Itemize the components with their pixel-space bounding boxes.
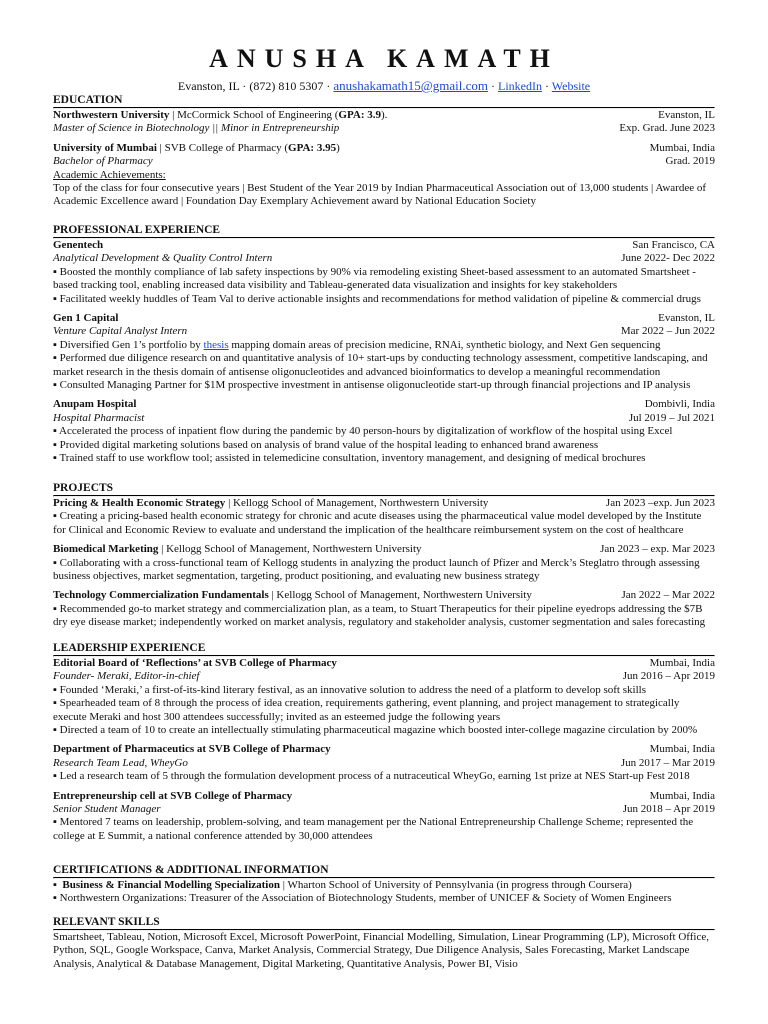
experience-section: PROFESSIONAL EXPERIENCE Genentech San Francisco, CA Analytical Development & Quality Control Intern June 2022- Dec 2022 ▪ Boosted the monthly compliance of lab safety inspections by 90% via remodeling existing Sheet-based assessment to an automated Smartsheet - based tracking tool, enabling increased data visibility and Tableau-generated data visualization and insights for key stakeholders ▪ Facilitated weekly huddles of Team Val to derive actionable insights and recommendations for method validation of pipeline & commercial drugs Gen 1 Capital Evanston, IL Venture Capital Analyst Intern Mar 2022 – Jun 2022 ▪ Diversified Gen 1’s portfolio by thesis mapping domain areas of precision medicine, RNAi, synthetic biology, and Next Gen sequencing ▪ Performed due diligence research on and quantitative analysis of 10+ start-ups by conducting technology assessment, competitive landscaping, and market research in the thesis domain of antisense oligonucleotides and advanced bioinformatics to develop a meaningful recommendation ▪ Consulted Managing Partner for $1M prospective investment in antisense oligonucleotide start-up through financial projections and IP analysis Anupam Hospital Dombivli, India Hospital Pharmacist Jul 2019 – Jul 2021 ▪ Accelerated the process of inpatient flow during the pandemic by 40 person-hours by digitalization of workflow of the hospital using Excel ▪ Provided digital marketing solutions based on analysis of brand value of the hospital leading to enhanced brand awareness ▪ Trained staff to use workflow tool; assisted in telemedicine consultation, inventory management, and designing of medical brochures <box>53 224 715 465</box>
projects-section: PROJECTS Pricing & Health Economic Strategy | Kellogg School of Management, Northwestern University Jan 2023 –exp. Jun 2023 ▪ Creating a pricing-based health economic strategy for chronic and acute diseases using the pharmaceutical value model developed by the Institute for Clinical and Economic Review to evaluate and understand the implication of the healthcare reimbursement system on the cost of healthcare Biomedical Marketing | Kellogg School of Management, Northwestern University Jan 2023 – exp. Mar 2023 ▪ Collaborating with a cross-functional team of Kellogg students in analyzing the product launch of Pfizer and Merck’s Steglatro through assessing business objectives, market segmentation, targeting, product positioning, and evaluating new business strategy Technology Commercialization Fundamentals | Kellogg School of Management, Northwestern University Jan 2022 – Mar 2022 ▪ Recommended go-to market strategy and commercialization plan, as a team, to Stuart Therapeutics for their pipeline eyedrops addressing the $7B dry eye disease market; independently worked on market analysis, regulatory and stakeholder analysis, customer segmentation and sales forecasting <box>53 482 715 629</box>
education-section: EDUCATION Northwestern University | McCormick School of Engineering (GPA: 3.9). Evanston, IL Master of Science in Biotechnology || Minor in Entrepreneurship Exp. Grad. June 2023 University of Mumbai | SVB College of Pharmacy (GPA: 3.95) Mumbai, India Bachelor of Pharmacy Grad. 2019 Academic Achievements: Top of the class for four consecutive years | Best Student of the Year 2019 by Indian Pharmaceutical Association out of 13,000 students | Awardee of Academic Excellence award | Foundation Day Exemplary Achievement award by National Education Society <box>53 94 715 208</box>
section-heading: PROFESSIONAL EXPERIENCE <box>53 224 221 236</box>
section-heading: LEADERSHIP EXPERIENCE <box>53 642 206 654</box>
candidate-name: ANUSHA KAMATH <box>209 44 559 73</box>
section-heading: EDUCATION <box>53 94 123 106</box>
section-heading: PROJECTS <box>53 482 114 494</box>
achievements-text: Top of the class for four consecutive years | Best Student of the Year 2019 by Indian Pharmaceutical Association out of 13,000 students | Awardee of Academic Excellence award | Foundation Day Exemplary Achievement award by National Education Society <box>53 182 707 208</box>
contact-line: Evanston, IL · (872) 810 5307 · anushakamath15@gmail.com · LinkedIn · Website <box>177 78 591 93</box>
achievements-label: Academic Achievements: <box>53 168 166 181</box>
website-link[interactable]: Website <box>551 79 591 93</box>
education-entry: Northwestern University | McCormick School of Engineering (GPA: 3.9). Evanston, IL <box>53 109 715 121</box>
email-link[interactable]: anushakamath15@gmail.com <box>333 78 488 93</box>
phone: (872) 810 5307 <box>249 79 324 93</box>
certifications-section: CERTIFICATIONS & ADDITIONAL INFORMATION ▪ Business & Financial Modelling Specialization | Wharton School of University of Pennsylvania (in progress through Coursera) ▪ Northwestern Organizations: Treasurer of the Association of Biotechnology Students, member of UNICEF & Society of Women Engineers <box>53 864 715 906</box>
section-heading: RELEVANT SKILLS <box>53 916 160 928</box>
location: Evanston, IL <box>177 79 240 93</box>
resume-page <box>53 0 715 1024</box>
education-entry: University of Mumbai | SVB College of Pharmacy (GPA: 3.95) Mumbai, India <box>53 141 715 154</box>
thesis-link[interactable]: thesis <box>203 338 229 351</box>
linkedin-link[interactable]: LinkedIn <box>497 79 542 93</box>
leadership-section: LEADERSHIP EXPERIENCE Editorial Board of ‘Reflections’ at SVB College of Pharmacy Mumbai, India Founder- Meraki, Editor-in-chief Jun 2016 – Apr 2019 ▪ Founded ‘Meraki,’ a first-of-its-kind literary festival, as an innovative solution to address the need of a platform to develop soft skills ▪ Spearheaded team of 8 through the process of idea creation, requirements gathering, event planning, and project management to strategically execute Meraki and host 300 attendees successfully; invited as an esteemed judge the following years ▪ Directed a team of 10 to create an intellectually stimulating pharmaceutical magazine which boosted inter-college magazine circulation by 200% Department of Pharmaceutics at SVB College of Pharmacy Mumbai, India Research Team Lead, WheyGo Jun 2017 – Mar 2019 ▪ Led a research team of 5 through the formulation development process of a nutraceutical WheyGo, earning 1st prize at NES Start-up Fest 2018 Entrepreneurship cell at SVB College of Pharmacy Mumbai, India Senior Student Manager Jun 2018 – Apr 2019 ▪ Mentored 7 teams on leadership, problem-solving, and team management per the National Entrepreneurship Challenge Scheme; represented the college at E Summit, a national conference attended by 30,000 attendees <box>53 642 715 842</box>
section-heading: CERTIFICATIONS & ADDITIONAL INFORMATION <box>53 864 329 876</box>
skills-text: Smartsheet, Tableau, Notion, Microsoft Excel, Microsoft PowerPoint, Financial Modelling, Simulation, Linear Programming (LP), Microsoft Office, Python, SQL, Google Workspace, Canva, Market Analysis, Commercial Strategy, Due Diligence Analysis, Sales Forecasting, Market Landscape Analysis, Analytical & Database Management, Digital Marketing, Quantitative Analysis, Power BI, Visio <box>53 931 709 970</box>
skills-section <box>53 916 715 971</box>
